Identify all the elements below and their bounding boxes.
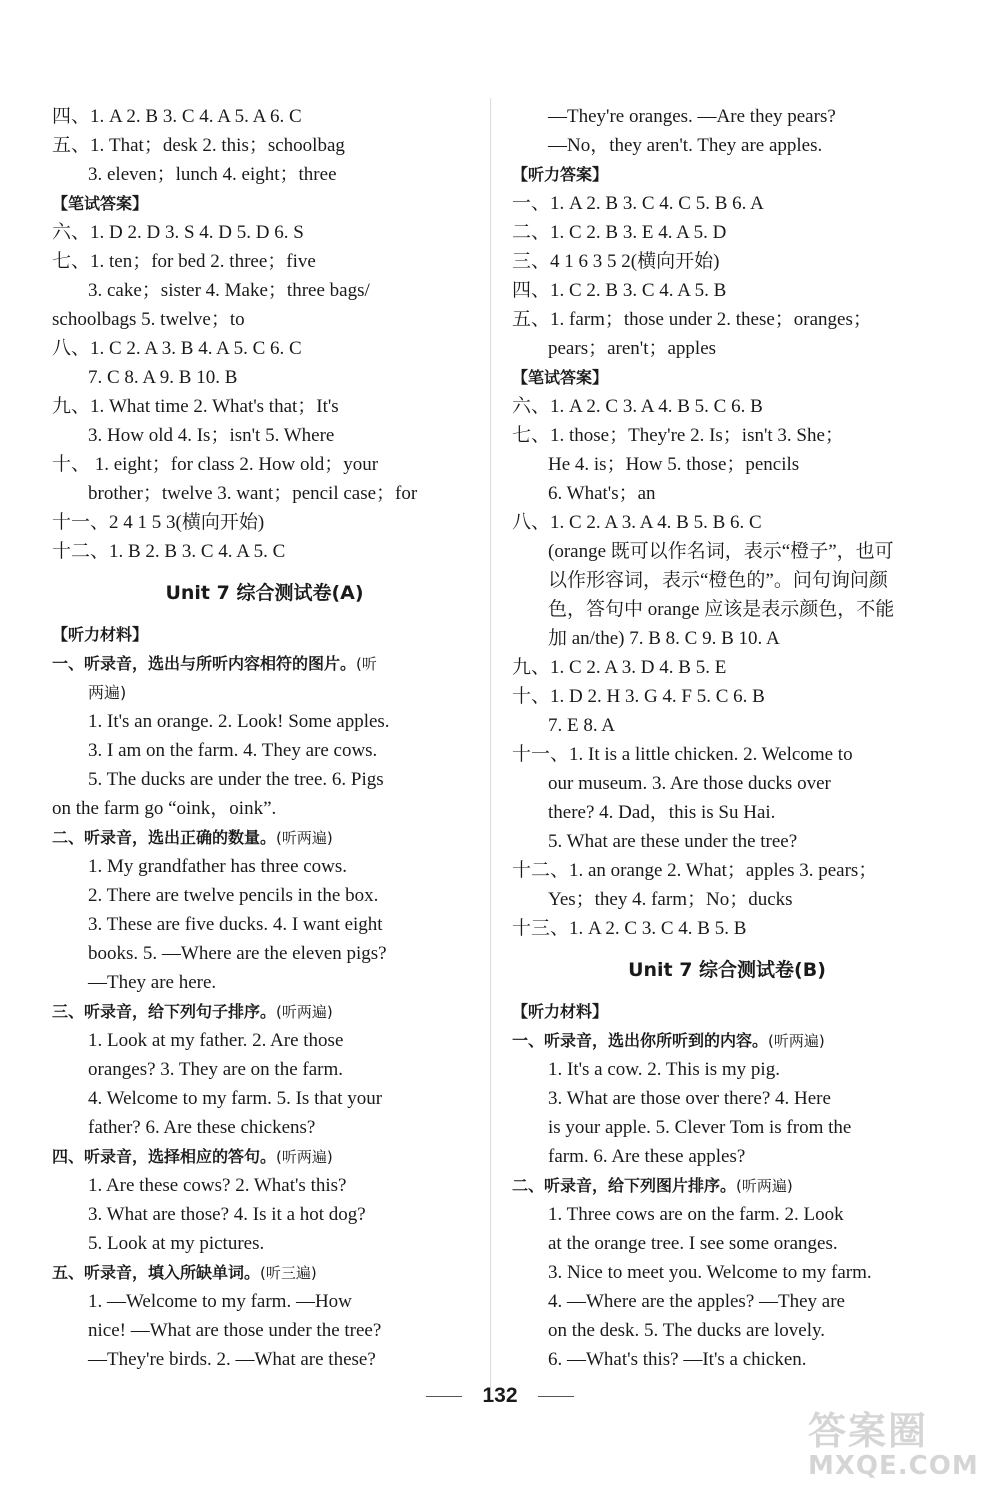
left-line-0 (52, 102, 477, 131)
left-line-text: 3. What are those? 4. Is it a hot dog? (88, 1204, 366, 1225)
right-line-text: 十一、1. It is a little chicken. 2. Welcome to (512, 744, 853, 765)
watermark-line2: MXQE.COM (808, 1451, 979, 1481)
right-line-31 (512, 1026, 942, 1055)
left-line-text: 七、1. ten；for bed 2. three；five (52, 251, 316, 272)
left-line-text: Unit 7 综合测试卷(A) (165, 582, 364, 604)
right-line-text: is your apple. 5. Clever Tom is from the (548, 1117, 852, 1138)
left-line-text: 五、1. That；desk 2. this；schoolbag (52, 135, 345, 156)
right-line-38 (512, 1229, 942, 1258)
left-column (52, 102, 477, 1374)
right-line-35 (512, 1142, 942, 1171)
left-line-10 (52, 392, 477, 421)
left-line-text: schoolbags 5. twelve；to (52, 309, 245, 330)
right-line-note: (听两遍) (736, 1177, 793, 1195)
left-line-40 (52, 1287, 477, 1316)
left-line-11 (52, 421, 477, 450)
left-line-17 (52, 620, 477, 649)
left-line-text: 十、 1. eight；for class 2. How old；your (52, 454, 379, 475)
left-line-text: 八、1. C 2. A 3. B 4. A 5. C 6. C (52, 338, 302, 359)
left-line-25 (52, 852, 477, 881)
left-line-text: 3. cake；sister 4. Make；three bags/ (88, 280, 370, 301)
right-line-text: 十二、1. an orange 2. What；apples 3. pears； (512, 860, 878, 881)
right-line-text: 加 an/the) 7. B 8. C 9. B 10. A (548, 628, 780, 649)
left-line-2 (52, 160, 477, 189)
watermark-logo (808, 1400, 986, 1481)
left-line-36 (52, 1171, 477, 1200)
right-line-text: 七、1. those；They're 2. Is；isn't 3. She； (512, 425, 844, 446)
right-line-text: 八、1. C 2. A 3. A 4. B 5. B 6. C (512, 512, 762, 533)
left-line-32 (52, 1055, 477, 1084)
right-line-text: 5. What are these under the tree? (548, 831, 798, 852)
left-line-41 (52, 1316, 477, 1345)
left-line-13 (52, 479, 477, 508)
left-line-26 (52, 881, 477, 910)
left-line-text: 十二、1. B 2. B 3. C 4. A 5. C (52, 541, 286, 562)
left-line-text: 【听力材料】 (52, 625, 149, 644)
right-line-text: —They're oranges. —Are they pears? (548, 106, 836, 127)
right-line-text: 1. It's a cow. 2. This is my pig. (548, 1059, 780, 1080)
right-line-37 (512, 1200, 942, 1229)
right-line-12 (512, 450, 942, 479)
left-line-18 (52, 649, 477, 678)
left-line-21 (52, 736, 477, 765)
left-line-38 (52, 1229, 477, 1258)
right-line-32 (512, 1055, 942, 1084)
right-line-text: 五、1. farm；those under 2. these；oranges； (512, 309, 872, 330)
left-line-note: (听两遍) (276, 1003, 333, 1021)
right-line-15 (512, 537, 942, 566)
left-line-34 (52, 1113, 477, 1142)
right-line-36 (512, 1171, 942, 1200)
left-line-text: 2. There are twelve pencils in the box. (88, 885, 379, 906)
left-line-22 (52, 765, 477, 794)
left-line-29 (52, 968, 477, 997)
left-line-text: 九、1. What time 2. What's that；It's (52, 396, 339, 417)
left-line-text: 3. How old 4. Is；isn't 5. Where (88, 425, 335, 446)
right-line-note: (听两遍) (768, 1032, 825, 1050)
right-line-text: 【听力答案】 (512, 165, 609, 184)
right-line-27 (512, 885, 942, 914)
left-line-text: 1. Look at my father. 2. Are those (88, 1030, 344, 1051)
right-line-24 (512, 798, 942, 827)
left-line-7 (52, 305, 477, 334)
right-line-1 (512, 131, 942, 160)
left-line-text: 5. The ducks are under the tree. 6. Pigs (88, 769, 384, 790)
right-line-text: He 4. is；How 5. those；pencils (548, 454, 800, 475)
right-line-14 (512, 508, 942, 537)
right-line-text: 【笔试答案】 (512, 368, 609, 387)
right-line-text: 九、1. C 2. A 3. D 4. B 5. E (512, 657, 727, 678)
left-line-35 (52, 1142, 477, 1171)
right-line-text: pears；aren't；apples (548, 338, 717, 359)
right-line-7 (512, 305, 942, 334)
right-line-0 (512, 102, 942, 131)
footer-dash-left (426, 1396, 462, 1397)
left-line-39 (52, 1258, 477, 1287)
right-line-text: there? 4. Dad，this is Su Hai. (548, 802, 776, 823)
left-line-9 (52, 363, 477, 392)
right-line-text: 3. Nice to meet you. Welcome to my farm. (548, 1262, 872, 1283)
left-line-text: oranges? 3. They are on the farm. (88, 1059, 343, 1080)
left-line-8 (52, 334, 477, 363)
right-line-18 (512, 624, 942, 653)
right-line-25 (512, 827, 942, 856)
right-line-text: 4. —Where are the apples? —They are (548, 1291, 845, 1312)
right-line-text: 一、1. A 2. B 3. C 4. C 5. B 6. A (512, 193, 764, 214)
left-line-text: 两遍) (88, 683, 127, 702)
right-line-text: 以作形容词，表示“橙色的”。问句询问颜 (548, 570, 888, 591)
left-line-20 (52, 707, 477, 736)
right-line-42 (512, 1345, 942, 1374)
right-line-20 (512, 682, 942, 711)
left-line-3 (52, 189, 477, 218)
left-line-37 (52, 1200, 477, 1229)
left-line-text: 5. Look at my pictures. (88, 1233, 265, 1254)
left-line-text: 1. It's an orange. 2. Look! Some apples. (88, 711, 390, 732)
left-line-text: 十一、2 4 1 5 3(横向开始) (52, 512, 265, 533)
right-line-text: 色，答句中 orange 应该是表示颜色，不能 (548, 599, 895, 620)
left-line-42 (52, 1345, 477, 1374)
left-line-text: nice! —What are those under the tree? (88, 1320, 382, 1341)
left-line-text: father? 6. Are these chickens? (88, 1117, 316, 1138)
right-line-text: 十三、1. A 2. C 3. C 4. B 5. B (512, 918, 747, 939)
left-line-text: —They are here. (88, 972, 217, 993)
left-line-5 (52, 247, 477, 276)
right-line-16 (512, 566, 942, 595)
left-line-text: 1. My grandfather has three cows. (88, 856, 348, 877)
left-line-6 (52, 276, 477, 305)
right-line-9 (512, 363, 942, 392)
right-line-text: 三、4 1 6 3 5 2(横向开始) (512, 251, 720, 272)
left-line-text: 四、听录音，选择相应的答句。 (52, 1147, 277, 1166)
right-line-10 (512, 392, 942, 421)
right-line-6 (512, 276, 942, 305)
right-line-4 (512, 218, 942, 247)
left-line-text: 3. I am on the farm. 4. They are cows. (88, 740, 378, 761)
right-line-text: 6. —What's this? —It's a chicken. (548, 1349, 807, 1370)
left-line-text: 7. C 8. A 9. B 10. B (88, 367, 238, 388)
left-line-14 (52, 508, 477, 537)
left-line-text: 六、1. D 2. D 3. S 4. D 5. D 6. S (52, 222, 304, 243)
footer-dash-right (538, 1396, 574, 1397)
right-line-text: farm. 6. Are these apples? (548, 1146, 746, 1167)
left-line-note: (听三遍) (260, 1264, 317, 1282)
left-line-27 (52, 910, 477, 939)
left-line-text: 1. —Welcome to my farm. —How (88, 1291, 352, 1312)
right-line-22 (512, 740, 942, 769)
right-line-26 (512, 856, 942, 885)
left-line-text: 四、1. A 2. B 3. C 4. A 5. A 6. C (52, 106, 302, 127)
right-line-19 (512, 653, 942, 682)
right-line-text: 1. Three cows are on the farm. 2. Look (548, 1204, 844, 1225)
right-line-11 (512, 421, 942, 450)
left-line-text: 1. Are these cows? 2. What's this? (88, 1175, 347, 1196)
left-line-23 (52, 794, 477, 823)
right-line-21 (512, 711, 942, 740)
left-line-text: —They're birds. 2. —What are these? (88, 1349, 376, 1370)
right-line-34 (512, 1113, 942, 1142)
right-line-8 (512, 334, 942, 363)
right-line-29 (512, 943, 942, 997)
right-line-23 (512, 769, 942, 798)
left-line-28 (52, 939, 477, 968)
right-line-text: our museum. 3. Are those ducks over (548, 773, 831, 794)
right-line-3 (512, 189, 942, 218)
watermark-line1: 答案圈 (808, 1409, 929, 1453)
right-line-text: 二、1. C 2. B 3. E 4. A 5. D (512, 222, 727, 243)
left-line-33 (52, 1084, 477, 1113)
right-line-text: 【听力材料】 (512, 1002, 609, 1021)
right-line-40 (512, 1287, 942, 1316)
right-line-30 (512, 997, 942, 1026)
right-line-text: on the desk. 5. The ducks are lovely. (548, 1320, 826, 1341)
left-line-note: (听两遍) (276, 829, 333, 847)
right-line-39 (512, 1258, 942, 1287)
right-line-2 (512, 160, 942, 189)
left-line-note: (听 (356, 655, 377, 673)
right-line-text: 6. What's；an (548, 483, 656, 504)
left-line-text: 3. eleven；lunch 4. eight；three (88, 164, 337, 185)
left-line-text: books. 5. —Where are the eleven pigs? (88, 943, 387, 964)
right-column (512, 102, 942, 1374)
left-line-text: 4. Welcome to my farm. 5. Is that your (88, 1088, 383, 1109)
left-line-30 (52, 997, 477, 1026)
left-line-text: 五、听录音，填入所缺单词。 (52, 1263, 261, 1282)
right-line-text: Unit 7 综合测试卷(B) (628, 959, 826, 981)
left-line-text: 二、听录音，选出正确的数量。 (52, 828, 277, 847)
left-line-24 (52, 823, 477, 852)
left-line-text: brother；twelve 3. want；pencil case；for (88, 483, 418, 504)
right-line-text: —No，they aren't. They are apples. (548, 135, 823, 156)
right-line-28 (512, 914, 942, 943)
left-line-text: 3. These are five ducks. 4. I want eight (88, 914, 383, 935)
right-line-text: 7. E 8. A (548, 715, 616, 736)
left-line-text: on the farm go “oink，oink”. (52, 798, 277, 819)
left-line-text: 一、听录音，选出与所听内容相符的图片。 (52, 654, 357, 673)
left-line-16 (52, 566, 477, 620)
right-line-text: 3. What are those over there? 4. Here (548, 1088, 831, 1109)
right-line-41 (512, 1316, 942, 1345)
right-line-text: 二、听录音，给下列图片排序。 (512, 1176, 737, 1195)
right-line-text: (orange 既可以作名词，表示“橙子”，也可 (548, 541, 894, 562)
right-line-text: at the orange tree. I see some oranges. (548, 1233, 838, 1254)
right-line-text: 一、听录音，选出你所听到的内容。 (512, 1031, 769, 1050)
right-line-text: Yes；they 4. farm；No；ducks (548, 889, 793, 910)
right-line-13 (512, 479, 942, 508)
right-line-text: 四、1. C 2. B 3. C 4. A 5. B (512, 280, 727, 301)
right-line-text: 十、1. D 2. H 3. G 4. F 5. C 6. B (512, 686, 765, 707)
left-line-note: (听两遍) (276, 1148, 333, 1166)
left-line-text: 【笔试答案】 (52, 194, 149, 213)
right-line-5 (512, 247, 942, 276)
left-line-1 (52, 131, 477, 160)
page-number: 132 (482, 1384, 518, 1407)
left-line-15 (52, 537, 477, 566)
right-line-17 (512, 595, 942, 624)
left-line-31 (52, 1026, 477, 1055)
left-line-text: 三、听录音，给下列句子排序。 (52, 1002, 277, 1021)
right-line-33 (512, 1084, 942, 1113)
left-line-12 (52, 450, 477, 479)
left-line-19 (52, 678, 477, 707)
column-divider (490, 98, 491, 1388)
right-line-text: 六、1. A 2. C 3. A 4. B 5. C 6. B (512, 396, 763, 417)
left-line-4 (52, 218, 477, 247)
